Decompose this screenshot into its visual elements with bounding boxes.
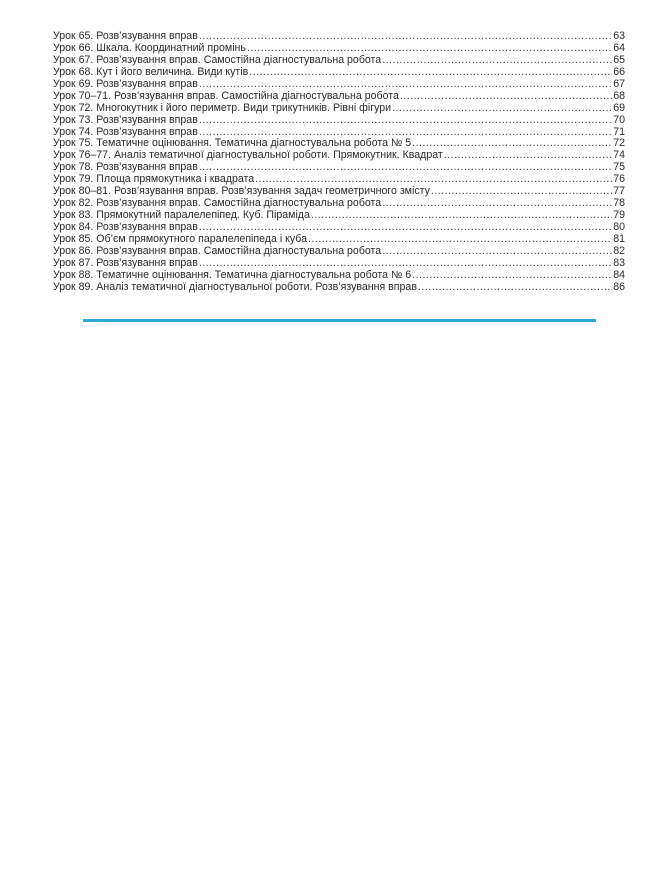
toc-entry-title: Урок 88. Тематичне оцінювання. Тематична діагностувальна робота № 6	[53, 269, 412, 281]
toc-entry-title: Урок 86. Розв’язування вправ. Самостійна діагностувальна робота	[53, 245, 382, 257]
toc-entry-title: Урок 65. Розв’язування вправ	[53, 31, 198, 42]
toc-entry	[53, 138, 625, 150]
toc-dot-leader	[249, 67, 612, 79]
toc-dot-leader	[431, 186, 612, 198]
toc-entry-page: 75	[613, 162, 625, 174]
toc-entry	[53, 115, 625, 127]
toc-entry-page: 81	[613, 233, 625, 245]
toc-entry-page: 82	[613, 245, 625, 257]
toc-entry	[53, 234, 625, 246]
section-divider-line	[83, 319, 596, 322]
table-of-contents	[53, 31, 625, 294]
toc-entry	[53, 55, 625, 67]
toc-entry-title: Урок 74. Розв’язування вправ	[53, 126, 198, 138]
toc-entry-page: 83	[613, 257, 625, 269]
toc-entry-title: Урок 82. Розв’язування вправ. Самостійна діагностувальна робота	[53, 198, 382, 210]
toc-entry-title: Урок 66. Шкала. Координатний промінь	[53, 42, 246, 54]
toc-dot-leader	[382, 198, 612, 210]
toc-entry	[53, 174, 625, 186]
toc-entry-page: 63	[613, 31, 625, 42]
toc-entry-title: Урок 80–81. Розв’язування вправ. Розв’язування задач геометричного змісту	[53, 186, 430, 198]
toc-dot-leader	[199, 115, 612, 127]
toc-dot-leader	[444, 150, 612, 162]
toc-entry-title: Урок 84. Розв’язування вправ	[53, 222, 198, 233]
toc-entry	[53, 79, 625, 91]
toc-dot-leader	[382, 55, 612, 67]
toc-entry	[53, 162, 625, 174]
toc-entry-title: Урок 73. Розв’язування вправ	[53, 114, 198, 126]
toc-dot-leader	[400, 91, 612, 103]
toc-entry	[53, 258, 625, 270]
toc-entry-page: 84	[613, 269, 625, 281]
toc-entry-title: Урок 78. Розв’язування вправ	[53, 162, 198, 174]
toc-dot-leader	[311, 210, 612, 222]
toc-entry-page: 77	[613, 186, 625, 198]
toc-dot-leader	[199, 258, 612, 270]
toc-entry-title: Урок 76–77. Аналіз тематичної діагностувальної роботи. Прямокутник. Квадрат	[53, 150, 443, 162]
toc-dot-leader	[308, 234, 612, 246]
toc-entry	[53, 31, 625, 43]
toc-entry	[53, 91, 625, 103]
toc-entry-page: 76	[613, 174, 625, 186]
toc-dot-leader	[255, 174, 612, 186]
toc-entry-page: 79	[613, 210, 625, 222]
toc-entry-title: Урок 75. Тематичне оцінювання. Тематична діагностувальна робота № 5	[53, 138, 412, 150]
toc-entry-title: Урок 72. Многокутник і його периметр. Види трикутників. Рівні фігури	[53, 102, 392, 114]
toc-entry-page: 80	[613, 222, 625, 233]
toc-entry-title: Урок 85. Об’єм прямокутного паралелепіпеда і куба	[53, 233, 308, 245]
toc-entry-title: Урок 89. Аналіз тематичної діагностувальної роботи. Розв’язування вправ	[53, 281, 417, 293]
toc-entry-page: 78	[613, 198, 625, 210]
toc-entry-title: Урок 67. Розв’язування вправ. Самостійна діагностувальна робота	[53, 54, 382, 66]
toc-dot-leader	[412, 138, 612, 150]
toc-entry-page: 64	[613, 42, 625, 54]
toc-entry	[53, 246, 625, 258]
toc-entry	[53, 150, 625, 162]
toc-entry	[53, 127, 625, 139]
toc-entry-page: 67	[613, 78, 625, 90]
toc-entry-title: Урок 69. Розв’язування вправ	[53, 78, 198, 90]
toc-dot-leader	[412, 270, 612, 282]
toc-entry	[53, 270, 625, 282]
toc-entry	[53, 67, 625, 79]
toc-entry	[53, 210, 625, 222]
toc-entry	[53, 282, 625, 294]
toc-entry-title: Урок 87. Розв’язування вправ	[53, 257, 198, 269]
toc-entry-page: 65	[613, 54, 625, 66]
toc-entry-title: Урок 79. Площа прямокутника і квадрата	[53, 174, 255, 186]
toc-entry-title: Урок 68. Кут і його величина. Види кутів	[53, 66, 249, 78]
toc-entry-page: 66	[613, 66, 625, 78]
toc-dot-leader	[199, 222, 612, 234]
toc-dot-leader	[392, 103, 612, 115]
toc-entry	[53, 43, 625, 55]
toc-dot-leader	[247, 43, 612, 55]
toc-entry-page: 72	[613, 138, 625, 150]
toc-entry	[53, 222, 625, 234]
toc-entry	[53, 198, 625, 210]
toc-entry	[53, 186, 625, 198]
toc-entry-title: Урок 70–71. Розв’язування вправ. Самостійна діагностувальна робота	[53, 90, 399, 102]
toc-entry	[53, 103, 625, 115]
toc-dot-leader	[199, 127, 612, 139]
toc-dot-leader	[199, 79, 612, 91]
toc-dot-leader	[418, 282, 612, 294]
toc-entry-page: 70	[613, 114, 625, 126]
toc-entry-page: 68	[613, 90, 625, 102]
toc-entry-page: 71	[613, 126, 625, 138]
toc-dot-leader	[199, 31, 612, 43]
toc-entry-title: Урок 83. Прямокутний паралелепіпед. Куб. Піраміда	[53, 210, 310, 222]
toc-entry-page: 74	[613, 150, 625, 162]
toc-entry-page: 69	[613, 102, 625, 114]
toc-entry-page: 86	[613, 281, 625, 293]
toc-dot-leader	[382, 246, 612, 258]
toc-dot-leader	[199, 162, 612, 174]
